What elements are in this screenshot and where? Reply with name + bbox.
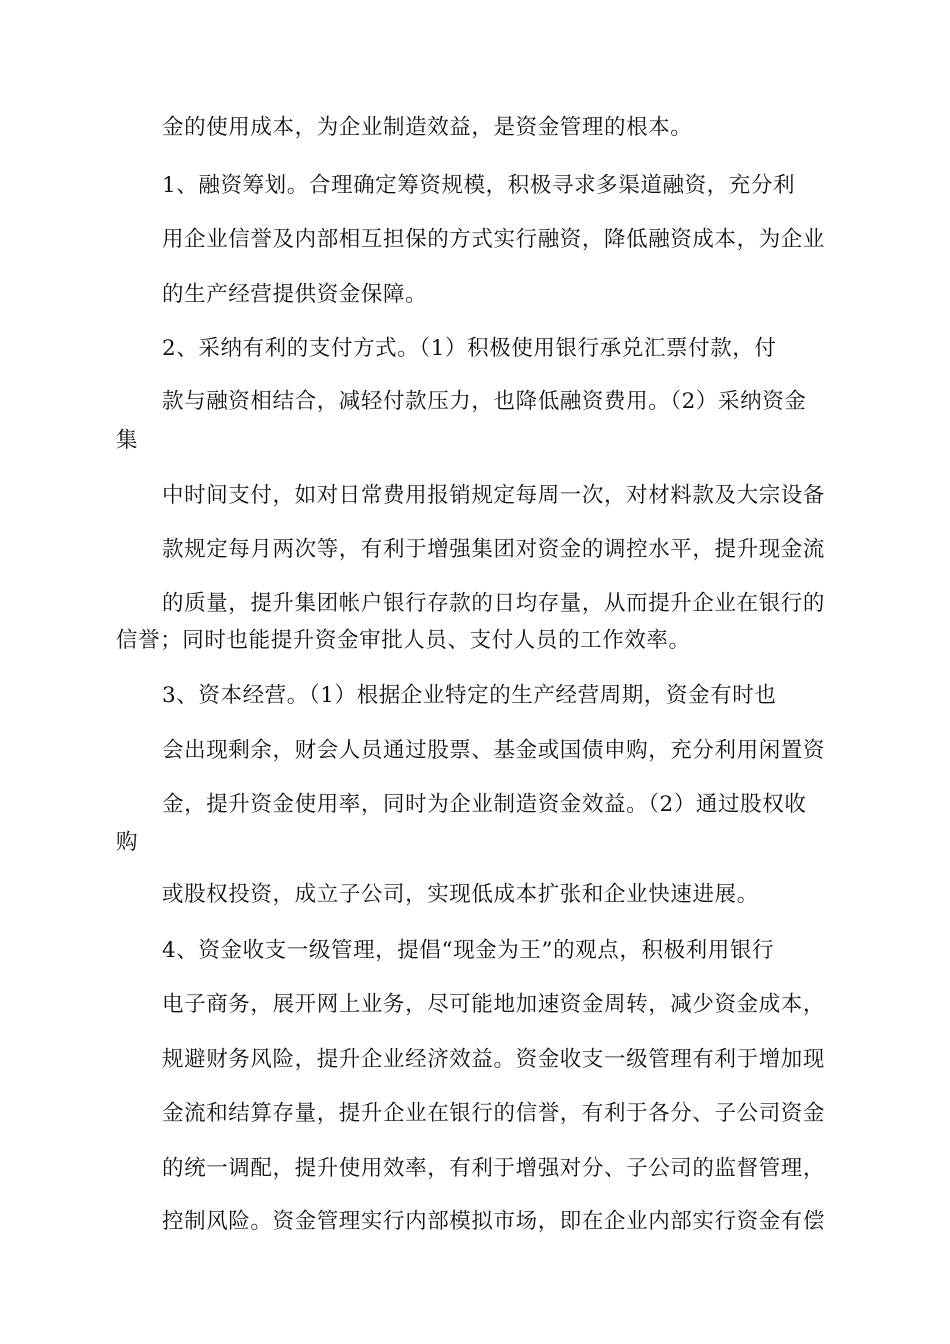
text-line-9: 款规定每月两次等，有利于增强集团对资金的调控水平，提升现金流 xyxy=(162,537,826,562)
text-line-12: 3、资本经营。（1）根据企业特定的生产经营周期，资金有时也 xyxy=(162,683,777,708)
text-line-1: 金的使用成本，为企业制造效益，是资金管理的根本。 xyxy=(162,115,693,140)
text-line-14: 金，提升资金使用率，同时为企业制造资金效益。（2）通过股权收 xyxy=(162,792,807,817)
text-line-7: 集 xyxy=(116,428,139,453)
text-line-5: 2、采纳有利的支付方式。（1）积极使用银行承兑汇票付款，付 xyxy=(162,336,777,361)
text-line-8: 中时间支付，如对日常费用报销规定每周一次，对材料款及大宗设备 xyxy=(162,483,826,508)
text-line-18: 电子商务，展开网上业务，尽可能地加速资金周转，减少资金成本， xyxy=(162,992,826,1017)
text-line-17: 4、资金收支一级管理，提倡“现金为王”的观点，积极利用银行 xyxy=(162,938,775,963)
text-line-16: 或股权投资，成立子公司，实现低成本扩张和企业快速进展。 xyxy=(162,882,759,907)
text-line-3: 用企业信誉及内部相互担保的方式实行融资，降低融资成本，为企业 xyxy=(162,227,826,252)
text-line-2: 1、融资筹划。合理确定筹资规模，积极寻求多渠道融资，充分利 xyxy=(162,173,796,198)
text-line-19: 规避财务风险，提升企业经济效益。资金收支一级管理有利于增加现 xyxy=(162,1047,826,1072)
text-line-20: 金流和结算存量，提升企业在银行的信誉，有利于各分、子公司资金 xyxy=(162,1101,826,1126)
text-line-21: 的统一调配，提升使用效率，有利于增强对分、子公司的监督管理， xyxy=(162,1156,826,1181)
text-line-6: 款与融资相结合，减轻付款压力，也降低融资费用。（2）采纳资金 xyxy=(162,389,807,414)
text-line-10: 的质量，提升集团帐户银行存款的日均存量，从而提升企业在银行的 xyxy=(162,591,826,616)
text-line-13: 会出现剩余，财会人员通过股票、基金或国债申购，充分利用闲置资 xyxy=(162,738,826,763)
text-line-4: 的生产经营提供资金保障。 xyxy=(162,282,428,307)
text-line-22: 控制风险。资金管理实行内部模拟市场，即在企业内部实行资金有偿 xyxy=(162,1209,826,1234)
text-line-15: 购 xyxy=(116,830,139,855)
text-line-11: 信誉；同时也能提升资金审批人员、支付人员的工作效率。 xyxy=(116,628,691,653)
